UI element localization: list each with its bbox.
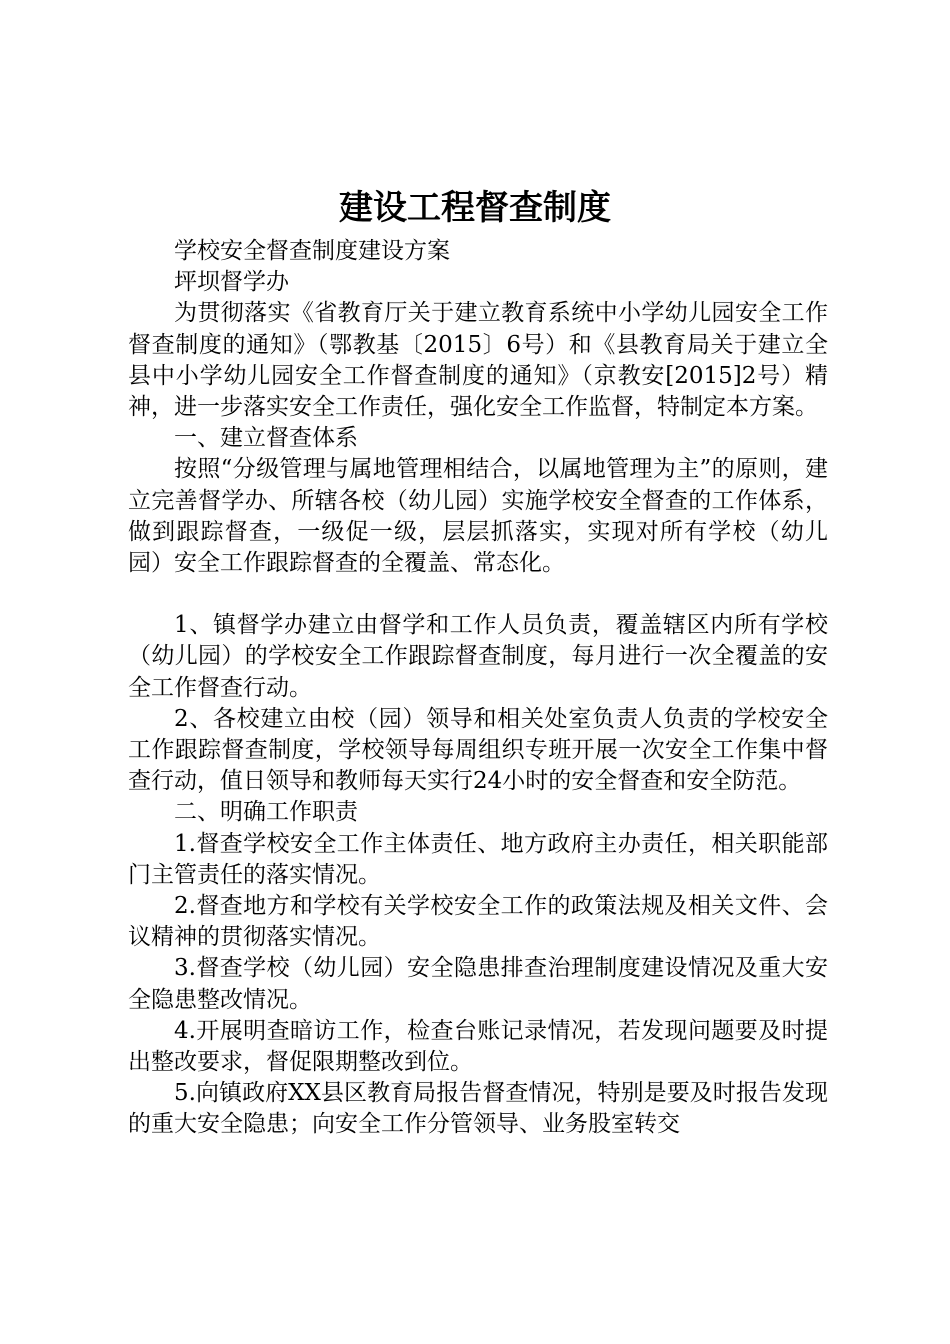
list-item: 2.督查地方和学校有关学校安全工作的政策法规及相关文件、会议精神的贯彻落实情况。 (128, 893, 828, 951)
list-item: 4.开展明查暗访工作，检查台账记录情况，若发现问题要及时提出整改要求，督促限期整改到位。 (128, 1017, 828, 1076)
list-item: 5.向镇政府XX县区教育局报告督查情况，特别是要及时报告发现的重大安全隐患；向安全工作分管领导、业务股室转交 (128, 1080, 828, 1138)
body-paragraph: 为贯彻落实《省教育厅关于建立教育系统中小学幼儿园安全工作督查制度的通知》（鄂教基〔2015〕6号）和《县教育局关于建立全县中小学幼儿园安全工作督查制度的通知》（京教安[2015]2号）精神，进一步落实安全工作责任，强化安全工作监督，特制定本方案。 (128, 300, 828, 421)
document-body (128, 236, 828, 1141)
body-paragraph: 按照“分级管理与属地管理相结合，以属地管理为主”的原则，建立完善督学办、所辖各校（幼儿园）实施学校安全督查的工作体系，做到跟踪督查，一级促一级，层层抓落实，实现对所有学校（幼儿园）安全工作跟踪督查的全覆盖、常态化。 (128, 456, 828, 577)
list-item: 2、各校建立由校（园）领导和相关处室负责人负责的学校安全工作跟踪督查制度，学校领导每周组织专班开展一次安全工作集中督查行动，值日领导和教师每天实行24小时的安全督查和安全防范。 (128, 705, 828, 795)
author-paragraph: 坪坝督学办 (174, 269, 289, 296)
document-title: 建设工程督查制度 (339, 188, 611, 228)
subtitle-paragraph: 学校安全督查制度建设方案 (174, 238, 450, 264)
list-item: 3.督查学校（幼儿园）安全隐患排查治理制度建设情况及重大安全隐患整改情况。 (128, 955, 828, 1013)
section-heading: 一、建立督查体系 (174, 425, 358, 452)
list-item: 1、镇督学办建立由督学和工作人员负责，覆盖辖区内所有学校（幼儿园）的学校安全工作跟踪督查制度，每月进行一次全覆盖的安全工作督查行动。 (128, 612, 828, 701)
list-item: 1.督查学校安全工作主体责任、地方政府主办责任，相关职能部门主管责任的落实情况。 (128, 830, 828, 888)
section-heading: 二、明确工作职责 (174, 799, 358, 826)
